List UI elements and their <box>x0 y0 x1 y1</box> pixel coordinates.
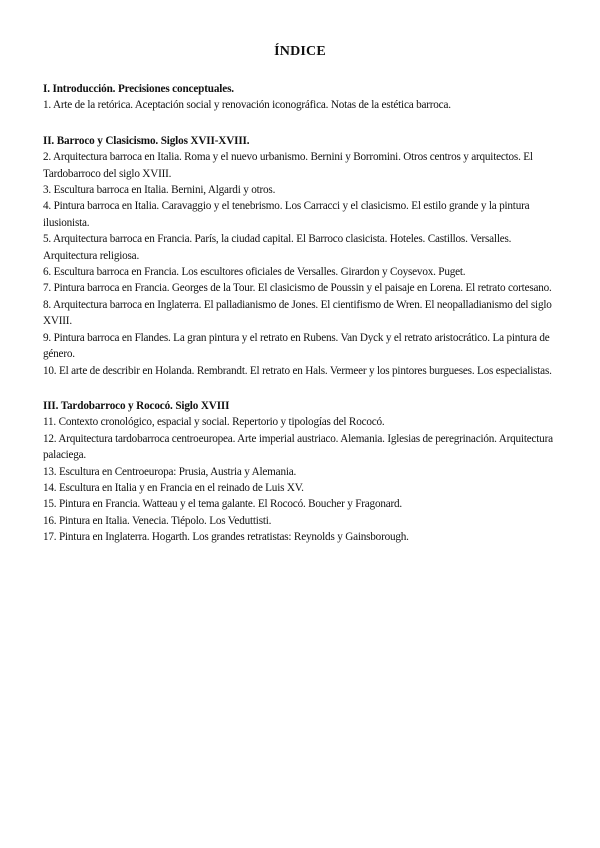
toc-entry: 12. Arquitectura tardobarroca centroeuropea. Arte imperial austriaco. Alemania. Iglesias de peregrinación. Arquitectura palaciega. <box>43 432 553 462</box>
section-barroco-clasicismo <box>43 133 563 379</box>
toc-entry: 17. Pintura en Inglaterra. Hogarth. Los grandes retratistas: Reynolds y Gainsborough. <box>43 531 409 544</box>
section-heading: II. Barroco y Clasicismo. Siglos XVII-XVIII. <box>43 134 250 147</box>
toc-entry: 6. Escultura barroca en Francia. Los escultores oficiales de Versalles. Girardon y Coysevox. Puget. <box>43 266 466 279</box>
toc-entry: 3. Escultura barroca en Italia. Bernini, Algardi y otros. <box>43 184 276 197</box>
toc-entry: 11. Contexto cronológico, espacial y social. Repertorio y tipologías del Rococó. <box>43 416 385 429</box>
toc-entry: 4. Pintura barroca en Italia. Caravaggio y el tenebrismo. Los Carracci y el clasicismo. El estilo grande y la pintura ilusionista. <box>43 200 530 229</box>
toc-entry: 5. Arquitectura barroca en Francia. París, la ciudad capital. El Barroco clasicista. Hoteles. Castillos. Versalles. Arquitectura religiosa. <box>43 233 512 262</box>
table-of-contents <box>43 81 563 565</box>
page-title: ÍNDICE <box>274 44 326 59</box>
section-heading: I. Introducción. Precisiones conceptuales. <box>43 83 234 95</box>
toc-entry: 10. El arte de describir en Holanda. Rembrandt. El retrato en Hals. Vermeer y los pintores burgueses. Los especialistas. <box>43 364 552 377</box>
toc-entry: 13. Escultura en Centroeuropa: Prusia, Austria y Alemania. <box>43 465 297 478</box>
toc-entry: 2. Arquitectura barroca en Italia. Roma y el nuevo urbanismo. Bernini y Borromini. Otros centros y arquitectos. El Tardobarroco del siglo XVIII. <box>43 151 533 180</box>
section-heading: III. Tardobarroco y Rococó. Siglo XVIII <box>43 399 230 412</box>
section-introduccion <box>43 81 563 114</box>
section-tardobarroco-rococo <box>43 398 563 546</box>
toc-entry: 7. Pintura barroca en Francia. Georges de la Tour. El clasicismo de Poussin y el paisaje en Lorena. El retrato cortesano. <box>43 282 552 295</box>
toc-entry: 15. Pintura en Francia. Watteau y el tema galante. El Rococó. Boucher y Fragonard. <box>43 498 403 511</box>
toc-entry: 8. Arquitectura barroca en Inglaterra. El palladianismo de Jones. El cientifismo de Wren. El neopalladianismo del siglo XVIII. <box>43 298 552 328</box>
toc-entry: 9. Pintura barroca en Flandes. La gran pintura y el retrato en Rubens. Van Dyck y el retrato aristocrático. La pintura de género. <box>43 331 550 361</box>
toc-entry: 16. Pintura en Italia. Venecia. Tiépolo. Los Veduttisti. <box>43 514 272 527</box>
toc-entry: 14. Escultura en Italia y en Francia en el reinado de Luis XV. <box>43 481 304 494</box>
toc-entry: 1. Arte de la retórica. Aceptación social y renovación iconográfica. Notas de la estética barroca. <box>43 99 451 112</box>
